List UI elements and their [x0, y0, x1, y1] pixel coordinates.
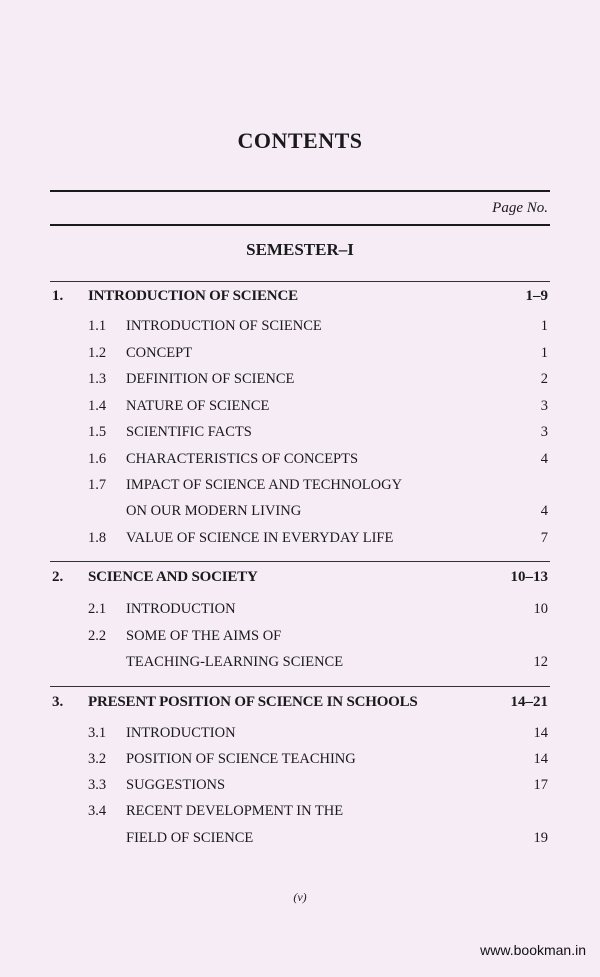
- section-page: 10: [533, 601, 548, 617]
- section-number: 1.5: [88, 424, 107, 440]
- section-title: DEFINITION OF SCIENCE: [126, 371, 295, 387]
- section-number: 2.1: [88, 601, 107, 617]
- section-number: 3.4: [88, 803, 107, 819]
- section-page: 17: [533, 777, 548, 793]
- section-title-continued: ON OUR MODERN LIVING: [126, 503, 302, 519]
- watermark: www.bookman.in: [480, 942, 586, 958]
- footer-page-number: (v): [293, 890, 307, 904]
- section-page: 14: [533, 751, 548, 767]
- section-title: VALUE OF SCIENCE IN EVERYDAY LIFE: [126, 530, 394, 546]
- chapter-number: 2.: [52, 569, 64, 585]
- header-rule: [50, 224, 550, 226]
- section-number: 3.3: [88, 777, 107, 793]
- section-page: 4: [540, 503, 548, 519]
- page-title: CONTENTS: [237, 128, 363, 153]
- section-page: 3: [540, 424, 548, 440]
- chapter-number: 3.: [52, 694, 64, 710]
- section-title: SCIENTIFIC FACTS: [126, 424, 252, 440]
- chapter-title: PRESENT POSITION OF SCIENCE IN SCHOOLS: [88, 694, 418, 710]
- section-page: 19: [533, 830, 548, 846]
- section-title: INTRODUCTION OF SCIENCE: [126, 318, 322, 334]
- chapter-pages: 14–21: [510, 694, 548, 710]
- chapter-divider: [50, 561, 550, 562]
- section-title: NATURE OF SCIENCE: [126, 398, 270, 414]
- section-page: 4: [540, 451, 548, 467]
- section-number: 3.2: [88, 751, 107, 767]
- section-title: IMPACT OF SCIENCE AND TECHNOLOGY: [126, 477, 403, 493]
- section-number: 3.1: [88, 725, 107, 741]
- semester-heading: SEMESTER–I: [246, 240, 354, 259]
- chapter-pages: 10–13: [510, 569, 548, 585]
- section-page: 1: [540, 318, 548, 334]
- section-number: 1.4: [88, 398, 107, 414]
- section-page: 14: [533, 725, 548, 741]
- section-title: RECENT DEVELOPMENT IN THE: [126, 803, 344, 819]
- section-page: 1: [540, 345, 548, 361]
- section-number: 1.1: [88, 318, 107, 334]
- section-title: INTRODUCTION: [126, 601, 236, 617]
- section-page: 2: [540, 371, 548, 387]
- section-number: 1.2: [88, 345, 107, 361]
- chapter-title: INTRODUCTION OF SCIENCE: [88, 288, 298, 304]
- section-page: 12: [533, 654, 548, 670]
- section-number: 1.6: [88, 451, 107, 467]
- section-number: 1.8: [88, 530, 107, 546]
- section-title: INTRODUCTION: [126, 725, 236, 741]
- section-title: POSITION OF SCIENCE TEACHING: [126, 751, 356, 767]
- section-title: CHARACTERISTICS OF CONCEPTS: [126, 451, 359, 467]
- chapter-title: SCIENCE AND SOCIETY: [88, 569, 258, 585]
- section-title-continued: TEACHING-LEARNING SCIENCE: [126, 654, 344, 670]
- section-number: 1.3: [88, 371, 107, 387]
- section-title: CONCEPT: [126, 345, 193, 361]
- section-title: SOME OF THE AIMS OF: [126, 628, 282, 644]
- top-rule: [50, 190, 550, 192]
- section-title: SUGGESTIONS: [126, 777, 226, 793]
- section-page: 3: [540, 398, 548, 414]
- chapter-pages: 1–9: [525, 288, 548, 304]
- section-number: 1.7: [88, 477, 107, 493]
- chapter-divider: [50, 686, 550, 687]
- section-page: 7: [540, 530, 548, 546]
- chapter-number: 1.: [52, 288, 64, 304]
- chapter-divider: [50, 281, 550, 282]
- section-number: 2.2: [88, 628, 107, 644]
- page-no-label: Page No.: [492, 200, 548, 216]
- section-title-continued: FIELD OF SCIENCE: [126, 830, 254, 846]
